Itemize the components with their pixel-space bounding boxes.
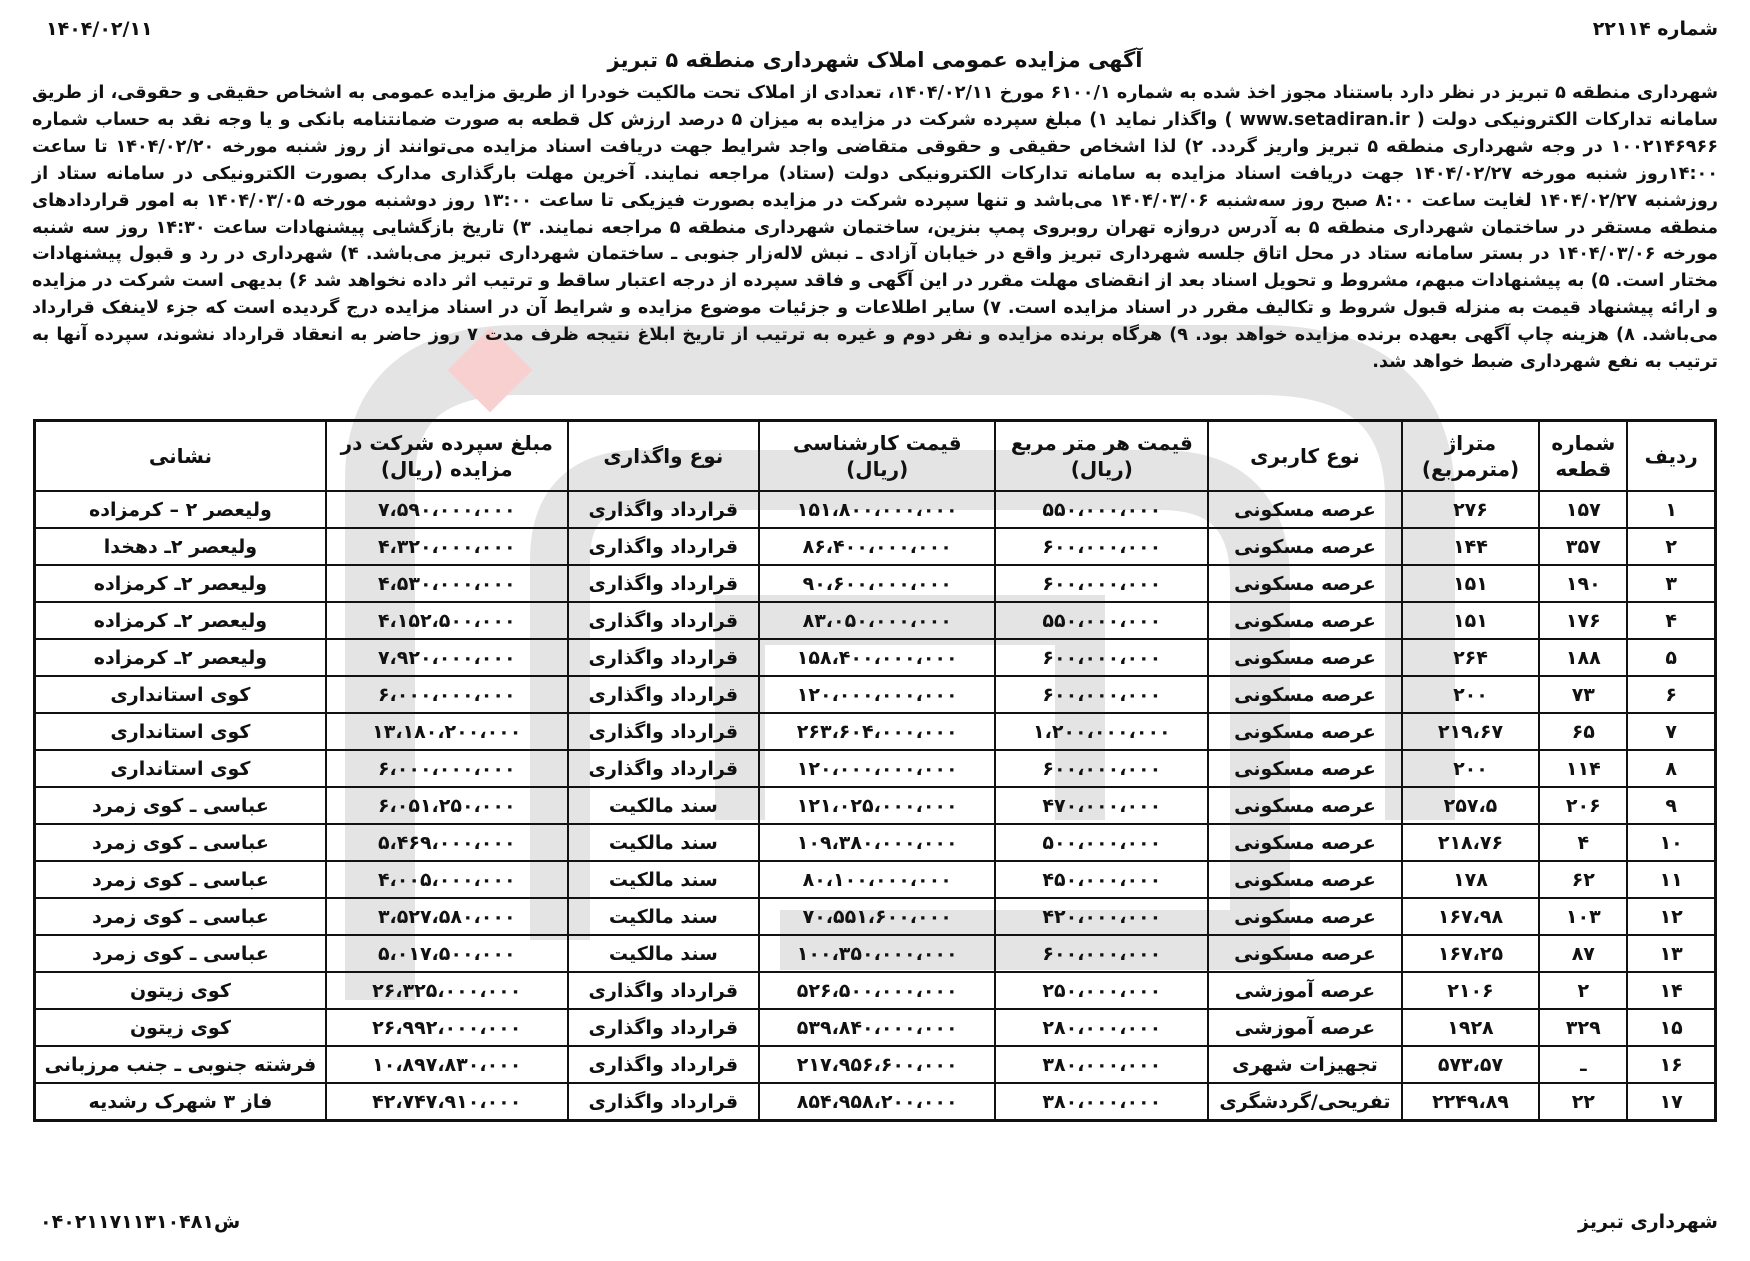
table-cell: ۶،۰۰۰،۰۰۰،۰۰۰ [326, 676, 568, 713]
table-cell: ۸ [1627, 750, 1715, 787]
column-header: نوع واگذاری [568, 421, 759, 492]
table-cell: قرارداد واگذاری [568, 1009, 759, 1046]
table-cell: کوی استانداری [35, 750, 326, 787]
table-cell: ولیعصر ۲ـ دهخدا [35, 528, 326, 565]
table-row [35, 713, 1716, 750]
table-cell: ۵ [1627, 639, 1715, 676]
table-cell: ۱۶۷،۹۸ [1402, 898, 1540, 935]
table-row [35, 935, 1716, 972]
table-cell: ۹ [1627, 787, 1715, 824]
table-cell: ۱۹۲۸ [1402, 1009, 1540, 1046]
table-row [35, 1009, 1716, 1046]
table-cell: ۵،۰۱۷،۵۰۰،۰۰۰ [326, 935, 568, 972]
table-cell: عباسی ـ کوی زمرد [35, 898, 326, 935]
table-cell: ۹۰،۶۰۰،۰۰۰،۰۰۰ [759, 565, 995, 602]
table-cell: ۱۲۰،۰۰۰،۰۰۰،۰۰۰ [759, 676, 995, 713]
table-row [35, 1046, 1716, 1083]
table-cell: ۱۵۸،۴۰۰،۰۰۰،۰۰۰ [759, 639, 995, 676]
table-cell: ۲۰۰ [1402, 676, 1540, 713]
table-cell: ۲۱۰۶ [1402, 972, 1540, 1009]
table-cell: ۲ [1539, 972, 1627, 1009]
table-cell: عرصه مسکونی [1208, 787, 1401, 824]
table-cell: قرارداد واگذاری [568, 750, 759, 787]
table-cell: ۵۷۳،۵۷ [1402, 1046, 1540, 1083]
table-cell: ۴ [1627, 602, 1715, 639]
table-cell: ۱۵۱ [1402, 602, 1540, 639]
table-cell: ۸۵۴،۹۵۸،۲۰۰،۰۰۰ [759, 1083, 995, 1121]
table-cell: ۷ [1627, 713, 1715, 750]
table-cell: عرصه مسکونی [1208, 565, 1401, 602]
table-row [35, 565, 1716, 602]
table-row [35, 1083, 1716, 1121]
properties-table [33, 419, 1717, 1122]
table-cell: قرارداد واگذاری [568, 602, 759, 639]
table-cell: ۸۶،۴۰۰،۰۰۰،۰۰۰ [759, 528, 995, 565]
table-cell: ۱۷۶ [1539, 602, 1627, 639]
table-cell: ۱۰۹،۳۸۰،۰۰۰،۰۰۰ [759, 824, 995, 861]
table-cell: ۲۶۴ [1402, 639, 1540, 676]
table-cell: ۶۰۰،۰۰۰،۰۰۰ [995, 676, 1208, 713]
table-cell: ۲۰۰ [1402, 750, 1540, 787]
table-cell: ۲۷۶ [1402, 491, 1540, 528]
table-cell: ۱۵ [1627, 1009, 1715, 1046]
table-cell: ۴،۱۵۲،۵۰۰،۰۰۰ [326, 602, 568, 639]
ad-code: ش۰۴۰۲۱۱۷۱۱۳۱۰۴۸۱ [40, 1211, 241, 1233]
column-header: متراژ (مترمربع) [1402, 421, 1540, 492]
table-cell: ۱ [1627, 491, 1715, 528]
ad-number: شماره ۲۲۱۱۴ [1592, 18, 1718, 40]
table-cell: ۶۲ [1539, 861, 1627, 898]
column-header: قیمت هر متر مربع (ریال) [995, 421, 1208, 492]
table-cell: ۱۶۷،۲۵ [1402, 935, 1540, 972]
table-cell: قرارداد واگذاری [568, 972, 759, 1009]
table-cell: ۴ [1539, 824, 1627, 861]
table-cell: ۸۳،۰۵۰،۰۰۰،۰۰۰ [759, 602, 995, 639]
table-cell: کوی استانداری [35, 713, 326, 750]
table-cell: ۴۲،۷۴۷،۹۱۰،۰۰۰ [326, 1083, 568, 1121]
table-cell: عرصه مسکونی [1208, 935, 1401, 972]
table-cell: کوی زیتون [35, 972, 326, 1009]
table-cell: عباسی ـ کوی زمرد [35, 861, 326, 898]
table-row [35, 861, 1716, 898]
table-cell: ۳۲۹ [1539, 1009, 1627, 1046]
table-cell: ۱۸۸ [1539, 639, 1627, 676]
table-cell: سند مالکیت [568, 898, 759, 935]
column-header: مبلغ سپرده شرکت در مزایده (ریال) [326, 421, 568, 492]
table-cell: ۱۳ [1627, 935, 1715, 972]
table-cell: ۲۲ [1539, 1083, 1627, 1121]
table-cell: ۱۱ [1627, 861, 1715, 898]
table-cell: عرصه آموزشی [1208, 972, 1401, 1009]
table-cell: ۱۵۱ [1402, 565, 1540, 602]
table-cell: قرارداد واگذاری [568, 528, 759, 565]
table-cell: ۲۱۷،۹۵۶،۶۰۰،۰۰۰ [759, 1046, 995, 1083]
table-cell: ۶۰۰،۰۰۰،۰۰۰ [995, 565, 1208, 602]
table-cell: عرصه آموزشی [1208, 1009, 1401, 1046]
table-cell: ۲۵۰،۰۰۰،۰۰۰ [995, 972, 1208, 1009]
table-cell: ۶،۰۰۰،۰۰۰،۰۰۰ [326, 750, 568, 787]
table-cell: کوی استانداری [35, 676, 326, 713]
table-cell: تجهیزات شهری [1208, 1046, 1401, 1083]
table-cell: ۲۸۰،۰۰۰،۰۰۰ [995, 1009, 1208, 1046]
table-body [35, 491, 1716, 1121]
table-header-row [35, 421, 1716, 492]
table-cell: ۱۳،۱۸۰،۲۰۰،۰۰۰ [326, 713, 568, 750]
table-cell: ۸۰،۱۰۰،۰۰۰،۰۰۰ [759, 861, 995, 898]
table-cell: ۲۰۶ [1539, 787, 1627, 824]
table-cell: عرصه مسکونی [1208, 491, 1401, 528]
table-cell: عباسی ـ کوی زمرد [35, 787, 326, 824]
table-cell: ۱۶ [1627, 1046, 1715, 1083]
table-cell: عرصه مسکونی [1208, 676, 1401, 713]
table-cell: عرصه مسکونی [1208, 861, 1401, 898]
table-cell: ۳۸۰،۰۰۰،۰۰۰ [995, 1083, 1208, 1121]
table-cell: قرارداد واگذاری [568, 1046, 759, 1083]
table-cell: سند مالکیت [568, 787, 759, 824]
table-row [35, 602, 1716, 639]
table-cell: ۵۵۰،۰۰۰،۰۰۰ [995, 491, 1208, 528]
table-cell: قرارداد واگذاری [568, 565, 759, 602]
table-cell: تفریحی/گردشگری [1208, 1083, 1401, 1121]
table-cell: ولیعصر ۲ – کرمزاده [35, 491, 326, 528]
table-cell: کوی زیتون [35, 1009, 326, 1046]
table-cell: ۱،۲۰۰،۰۰۰،۰۰۰ [995, 713, 1208, 750]
table-cell: ۵۲۶،۵۰۰،۰۰۰،۰۰۰ [759, 972, 995, 1009]
table-cell: ۱۲ [1627, 898, 1715, 935]
table-cell: فاز ۳ شهرک رشدیه [35, 1083, 326, 1121]
table-cell: ۳۵۷ [1539, 528, 1627, 565]
table-cell: ۶ [1627, 676, 1715, 713]
table-cell: عباسی ـ کوی زمرد [35, 824, 326, 861]
table-cell: ۷،۹۲۰،۰۰۰،۰۰۰ [326, 639, 568, 676]
table-cell: ۱۷۸ [1402, 861, 1540, 898]
table-cell: سند مالکیت [568, 935, 759, 972]
column-header: قیمت کارشناسی (ریال) [759, 421, 995, 492]
table-row [35, 898, 1716, 935]
table-cell: ۱۹۰ [1539, 565, 1627, 602]
table-cell: ۱۰۳ [1539, 898, 1627, 935]
publisher-name: شهرداری تبریز [1578, 1211, 1718, 1233]
table-cell: ۱۵۷ [1539, 491, 1627, 528]
ad-date: ۱۴۰۴/۰۲/۱۱ [46, 18, 153, 40]
table-cell: عرصه مسکونی [1208, 602, 1401, 639]
table-cell: عرصه مسکونی [1208, 824, 1401, 861]
column-header: نشانی [35, 421, 326, 492]
table-cell: ۲۶،۳۲۵،۰۰۰،۰۰۰ [326, 972, 568, 1009]
table-cell: ۲۲۴۹،۸۹ [1402, 1083, 1540, 1121]
table-row [35, 676, 1716, 713]
table-cell: ۱۴ [1627, 972, 1715, 1009]
table-cell: ۲۶۳،۶۰۴،۰۰۰،۰۰۰ [759, 713, 995, 750]
table-cell: ۳،۵۲۷،۵۸۰،۰۰۰ [326, 898, 568, 935]
table-cell: عرصه مسکونی [1208, 528, 1401, 565]
column-header: شماره قطعه [1539, 421, 1627, 492]
table-cell: ۱۱۴ [1539, 750, 1627, 787]
table-cell: عرصه مسکونی [1208, 898, 1401, 935]
table-cell: قرارداد واگذاری [568, 491, 759, 528]
table-cell: ۲۵۷،۵ [1402, 787, 1540, 824]
table-cell: ۲ [1627, 528, 1715, 565]
table-cell: ۲۱۹،۶۷ [1402, 713, 1540, 750]
table-cell: ۷۰،۵۵۱،۶۰۰،۰۰۰ [759, 898, 995, 935]
table-cell: ۴۲۰،۰۰۰،۰۰۰ [995, 898, 1208, 935]
table-cell: ۶،۰۵۱،۲۵۰،۰۰۰ [326, 787, 568, 824]
table-cell: ۱۰۰،۳۵۰،۰۰۰،۰۰۰ [759, 935, 995, 972]
table-row [35, 824, 1716, 861]
table-cell: ۵۰۰،۰۰۰،۰۰۰ [995, 824, 1208, 861]
table-cell: ۵۳۹،۸۴۰،۰۰۰،۰۰۰ [759, 1009, 995, 1046]
table-cell: فرشته جنوبی ـ جنب مرزبانی [35, 1046, 326, 1083]
table-cell: ۶۰۰،۰۰۰،۰۰۰ [995, 528, 1208, 565]
table-cell: ۷۳ [1539, 676, 1627, 713]
table-cell: عرصه مسکونی [1208, 639, 1401, 676]
table-cell: ۱۲۱،۰۲۵،۰۰۰،۰۰۰ [759, 787, 995, 824]
column-header: نوع کاربری [1208, 421, 1401, 492]
table-cell: ۶۰۰،۰۰۰،۰۰۰ [995, 639, 1208, 676]
table-cell: ۴۵۰،۰۰۰،۰۰۰ [995, 861, 1208, 898]
table-cell: سند مالکیت [568, 861, 759, 898]
table-cell: ۴۷۰،۰۰۰،۰۰۰ [995, 787, 1208, 824]
table-cell: ۸۷ [1539, 935, 1627, 972]
table-cell: ۱۰ [1627, 824, 1715, 861]
table-cell: ۴،۳۲۰،۰۰۰،۰۰۰ [326, 528, 568, 565]
table-cell: ۱۷ [1627, 1083, 1715, 1121]
column-header: ردیف [1627, 421, 1715, 492]
table-cell: ۵،۴۶۹،۰۰۰،۰۰۰ [326, 824, 568, 861]
table-row [35, 491, 1716, 528]
table-row [35, 972, 1716, 1009]
table-cell: ۲۱۸،۷۶ [1402, 824, 1540, 861]
table-cell: ۶۰۰،۰۰۰،۰۰۰ [995, 750, 1208, 787]
table-cell: ۶۵ [1539, 713, 1627, 750]
table-row [35, 750, 1716, 787]
table-cell: ۱۵۱،۸۰۰،۰۰۰،۰۰۰ [759, 491, 995, 528]
table-cell: ۴،۰۰۵،۰۰۰،۰۰۰ [326, 861, 568, 898]
table-cell: عرصه مسکونی [1208, 750, 1401, 787]
table-cell: قرارداد واگذاری [568, 1083, 759, 1121]
table-cell: ۶۰۰،۰۰۰،۰۰۰ [995, 935, 1208, 972]
table-cell: ۷،۵۹۰،۰۰۰،۰۰۰ [326, 491, 568, 528]
table-cell: ۵۵۰،۰۰۰،۰۰۰ [995, 602, 1208, 639]
table-row [35, 528, 1716, 565]
table-cell: ۳ [1627, 565, 1715, 602]
table-cell: ۴،۵۳۰،۰۰۰،۰۰۰ [326, 565, 568, 602]
table-cell: عرصه مسکونی [1208, 713, 1401, 750]
table-cell: ولیعصر ۲ـ کرمزاده [35, 565, 326, 602]
table-cell: ـ [1539, 1046, 1627, 1083]
table-cell: ۲۶،۹۹۲،۰۰۰،۰۰۰ [326, 1009, 568, 1046]
table-cell: ولیعصر ۲ـ کرمزاده [35, 602, 326, 639]
table-row [35, 639, 1716, 676]
ad-title: آگهی مزایده عمومی املاک شهرداری منطقه ۵ تبریز [607, 48, 1143, 72]
table-cell: قرارداد واگذاری [568, 676, 759, 713]
ad-body-text: شهرداری منطقه ۵ تبریز در نظر دارد باستناد مجوز اخذ شده به شماره ۶۱۰۰/۱ مورخ ۱۴۰۴/۰۲/۱۱، تعدادی از املاک تحت مالکیت خودرا از طریق مزایده عمومی به اشخاص حقیقی و حقوقی، از طریق سامانه تدارکات الکترونیکی دولت ( www.setadiran.ir ) واگذار نماید ۱) مبلغ سپرده شرکت در مزایده به میزان ۵ درصد ارزش کل قطعه به صورت ضمانتنامه بانکی و یا وجه نقد به حساب شماره ۱۰۰۲۱۴۶۹۶۶ در وجه شهرداری منطقه ۵ تبریز واریز گردد. ۲) لذا اشخاص حقیقی و حقوقی متقاضی واجد شرایط جهت دریافت اسناد مزایده می‌توانند از روز شنبه مورخه ۱۴۰۴/۰۲/۲۰ تا ساعت ۱۴:۰۰روز شنبه مورخه ۱۴۰۴/۰۲/۲۷ جهت دریافت اسناد مزایده به سامانه تدارکات الکترونیکی دولت (ستاد) مراجعه نمایند. آخرین مهلت بارگذاری مدارک بصورت الکترونیکی در سامانه ستاد از روزشنبه ۱۴۰۴/۰۲/۲۷ لغایت ساعت ۸:۰۰ صبح روز سه‌شنبه ۱۴۰۴/۰۳/۰۶ می‌باشد و تنها سپرده شرکت در مزایده بصورت فیزیکی تا ساعت ۱۳:۰۰ روز دوشنبه مورخه ۱۴۰۴/۰۳/۰۵ به امور قراردادهای منطقه مستقر در ساختمان شهرداری منطقه ۵ به آدرس دروازه تهران روبروی پمپ بنزین، ساختمان شهرداری منطقه ۵ مراجعه نمایند. ۳) تاریخ بازگشایی پیشنهادات ساعت ۱۴:۳۰ روز سه شنبه مورخه ۱۴۰۴/۰۳/۰۶ در بستر سامانه ستاد در محل اتاق جلسه شهرداری تبریز واقع در خیابان آزادی ـ نبش لاله‌زار جنوبی ـ ساختمان شهرداری تبریز می‌باشد. ۴) شهرداری در رد و قبول پیشنهادات مختار است. ۵) به پیشنهادات مبهم، مشروط و تحویل اسناد بعد از انقضای مهلت مقرر در این آگهی و فاقد سپرده از درجه اعتبار ساقط و ترتیب اثر داده نخواهد شد ۶) بدیهی است شرکت در مزایده و ارائه پیشنهاد قیمت به منزله قبول شروط و تکالیف مقرر در اسناد مزایده است. ۷) سایر اطلاعات و جزئیات موضوع مزایده و شرایط آن در اسناد مزایده درج گردیده است که جزء لاینفک قرارداد می‌باشد. ۸) هزینه چاپ آگهی بعهده برنده مزایده خواهد بود. ۹) هرگاه برنده مزایده و نفر دوم و غیره به ترتیب از تاریخ ابلاغ نتیجه ظرف مدت ۷ روز حاضر به انعقاد قرارداد نشوند، سپرده آنها به ترتیب به نفع شهرداری ضبط خواهد شد. [32, 83, 1719, 373]
table-cell: سند مالکیت [568, 824, 759, 861]
table-cell: ۱۲۰،۰۰۰،۰۰۰،۰۰۰ [759, 750, 995, 787]
table-cell: ۱۰،۸۹۷،۸۳۰،۰۰۰ [326, 1046, 568, 1083]
table-cell: قرارداد واگذاری [568, 713, 759, 750]
table-cell: عباسی ـ کوی زمرد [35, 935, 326, 972]
table-cell: قرارداد واگذاری [568, 639, 759, 676]
table-row [35, 787, 1716, 824]
table-cell: ۳۸۰،۰۰۰،۰۰۰ [995, 1046, 1208, 1083]
table-cell: ولیعصر ۲ـ کرمزاده [35, 639, 326, 676]
table-cell: ۱۴۴ [1402, 528, 1540, 565]
